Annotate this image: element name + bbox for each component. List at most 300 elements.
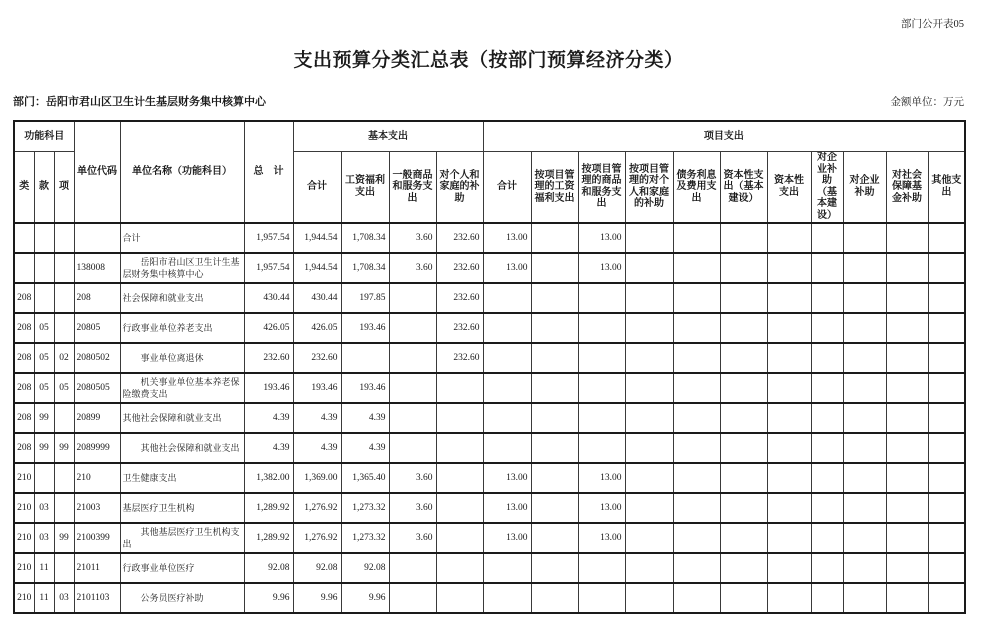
cell-value [928, 283, 965, 313]
cell-value [578, 433, 625, 463]
cell-value [389, 313, 436, 343]
cell-value [843, 373, 886, 403]
cell-value [389, 283, 436, 313]
cell-value [843, 283, 886, 313]
cell-section: 11 [34, 583, 54, 613]
cell-unit-code: 2080502 [74, 343, 120, 373]
cell-section [34, 463, 54, 493]
cell-value [767, 343, 811, 373]
cell-value [720, 433, 767, 463]
cell-unit-code: 2100399 [74, 523, 120, 553]
amount-unit-label: 金额单位：万元 [890, 97, 964, 108]
cell-value: 1,289.92 [244, 493, 293, 523]
cell-value: 1,944.54 [293, 223, 341, 253]
cell-class: 208 [14, 403, 34, 433]
cell-class: 210 [14, 553, 34, 583]
cell-value: 193.46 [244, 373, 293, 403]
cell-value [843, 403, 886, 433]
cell-value [843, 433, 886, 463]
cell-value [886, 463, 928, 493]
cell-value [928, 553, 965, 583]
cell-value [928, 223, 965, 253]
cell-value: 193.46 [341, 313, 389, 343]
cell-value [767, 583, 811, 613]
header-project-total: 合计 [483, 151, 531, 223]
cell-value [811, 583, 843, 613]
cell-value: 197.85 [341, 283, 389, 313]
cell-item [54, 283, 74, 313]
cell-value [811, 253, 843, 283]
header-debt-interest: 债务利息及费用支出 [673, 151, 720, 223]
budget-table [13, 120, 966, 614]
cell-value [843, 553, 886, 583]
cell-value [767, 223, 811, 253]
cell-value [483, 313, 531, 343]
cell-value: 3.60 [389, 523, 436, 553]
cell-value [673, 463, 720, 493]
cell-value: 1,273.32 [341, 493, 389, 523]
cell-value [531, 433, 578, 463]
cell-value [436, 523, 483, 553]
cell-value [767, 313, 811, 343]
cell-value [436, 403, 483, 433]
cell-value [720, 583, 767, 613]
cell-value [720, 553, 767, 583]
cell-unit-code: 138008 [74, 253, 120, 283]
cell-value [886, 583, 928, 613]
cell-item [54, 493, 74, 523]
cell-value [531, 553, 578, 583]
cell-value: 1,369.00 [293, 463, 341, 493]
cell-value [436, 373, 483, 403]
cell-value [928, 403, 965, 433]
cell-item [54, 253, 74, 283]
cell-value: 232.60 [436, 253, 483, 283]
cell-value [531, 313, 578, 343]
cell-unit-name: 其他社会保障和就业支出 [120, 433, 244, 463]
cell-value [483, 373, 531, 403]
cell-value [389, 583, 436, 613]
cell-unit-name: 机关事业单位基本养老保险缴费支出 [120, 373, 244, 403]
cell-unit-name: 其他基层医疗卫生机构支出 [120, 523, 244, 553]
cell-value [578, 283, 625, 313]
cell-value [928, 373, 965, 403]
cell-value: 9.96 [244, 583, 293, 613]
cell-value [531, 373, 578, 403]
cell-value [673, 523, 720, 553]
table-row [14, 463, 965, 493]
cell-value: 4.39 [244, 403, 293, 433]
header-project-wage: 按项目管理的工资福利支出 [531, 151, 578, 223]
cell-value: 92.08 [341, 553, 389, 583]
cell-value [531, 403, 578, 433]
header-basic-personal: 对个人和家庭的补助 [436, 151, 483, 223]
cell-value [483, 433, 531, 463]
cell-value [928, 463, 965, 493]
cell-value [673, 553, 720, 583]
cell-value [673, 403, 720, 433]
cell-value [886, 553, 928, 583]
cell-section [34, 253, 54, 283]
cell-value [886, 223, 928, 253]
cell-value: 1,276.92 [293, 523, 341, 553]
cell-value: 430.44 [293, 283, 341, 313]
cell-value [811, 403, 843, 433]
cell-item: 03 [54, 583, 74, 613]
cell-value [720, 463, 767, 493]
cell-value [673, 583, 720, 613]
header-basic-goods: 一般商品和服务支出 [389, 151, 436, 223]
cell-value [389, 433, 436, 463]
cell-value [886, 493, 928, 523]
cell-value: 3.60 [389, 463, 436, 493]
header-class: 类 [14, 151, 34, 223]
cell-value: 193.46 [341, 373, 389, 403]
cell-value: 92.08 [293, 553, 341, 583]
cell-value: 13.00 [483, 253, 531, 283]
cell-item [54, 223, 74, 253]
cell-value [767, 493, 811, 523]
cell-value [625, 313, 673, 343]
cell-value: 1,289.92 [244, 523, 293, 553]
cell-value [531, 223, 578, 253]
cell-value [625, 403, 673, 433]
table-row [14, 523, 965, 553]
table-row [14, 223, 965, 253]
header-section: 款 [34, 151, 54, 223]
cell-value: 426.05 [244, 313, 293, 343]
cell-value [767, 283, 811, 313]
header-project-personal: 按项目管理的对个人和家庭的补助 [625, 151, 673, 223]
cell-value [673, 433, 720, 463]
cell-unit-code: 210 [74, 463, 120, 493]
cell-value [811, 493, 843, 523]
header-project-group: 项目支出 [483, 121, 965, 151]
cell-item [54, 463, 74, 493]
cell-class: 210 [14, 583, 34, 613]
cell-value [928, 313, 965, 343]
cell-value: 13.00 [578, 463, 625, 493]
cell-value [928, 343, 965, 373]
cell-unit-code: 21011 [74, 553, 120, 583]
cell-value [928, 253, 965, 283]
header-grand-total: 总 计 [244, 121, 293, 223]
cell-value [578, 373, 625, 403]
cell-value [811, 463, 843, 493]
header-enterprise-construction: 对企业补助（基本建设） [811, 151, 843, 223]
cell-value: 92.08 [244, 553, 293, 583]
cell-value [389, 403, 436, 433]
cell-section [34, 223, 54, 253]
cell-value: 9.96 [293, 583, 341, 613]
cell-value [483, 343, 531, 373]
cell-item: 99 [54, 523, 74, 553]
doc-number-label: 部门公开表05 [901, 19, 964, 30]
cell-value: 4.39 [244, 433, 293, 463]
cell-value [843, 313, 886, 343]
cell-value [811, 313, 843, 343]
cell-value: 13.00 [483, 493, 531, 523]
cell-value [531, 253, 578, 283]
cell-value: 1,944.54 [293, 253, 341, 283]
cell-class: 210 [14, 493, 34, 523]
cell-unit-name: 卫生健康支出 [120, 463, 244, 493]
cell-value [767, 463, 811, 493]
cell-value: 193.46 [293, 373, 341, 403]
cell-item [54, 313, 74, 343]
cell-section: 99 [34, 403, 54, 433]
cell-value [811, 283, 843, 313]
cell-section: 03 [34, 523, 54, 553]
cell-value: 232.60 [436, 223, 483, 253]
cell-value: 3.60 [389, 493, 436, 523]
cell-value [625, 493, 673, 523]
cell-class: 208 [14, 313, 34, 343]
cell-value [531, 463, 578, 493]
cell-unit-code: 2089999 [74, 433, 120, 463]
page-title: 支出预算分类汇总表（按部门预算经济分类） [293, 50, 684, 71]
cell-value [767, 253, 811, 283]
cell-class [14, 223, 34, 253]
cell-unit-code: 2080505 [74, 373, 120, 403]
cell-value: 1,708.34 [341, 223, 389, 253]
cell-unit-name: 其他社会保障和就业支出 [120, 403, 244, 433]
table-row [14, 313, 965, 343]
cell-value: 1,276.92 [293, 493, 341, 523]
cell-value [886, 403, 928, 433]
cell-value [625, 433, 673, 463]
cell-unit-code: 20899 [74, 403, 120, 433]
cell-value: 430.44 [244, 283, 293, 313]
header-social-security-fund: 对社会保障基金补助 [886, 151, 928, 223]
cell-value [673, 223, 720, 253]
cell-value [673, 253, 720, 283]
cell-unit-code: 208 [74, 283, 120, 313]
cell-value: 3.60 [389, 223, 436, 253]
header-item: 项 [54, 151, 74, 223]
cell-value: 13.00 [578, 223, 625, 253]
table-row [14, 403, 965, 433]
cell-value [720, 223, 767, 253]
cell-section: 05 [34, 313, 54, 343]
cell-value [483, 583, 531, 613]
cell-value [531, 523, 578, 553]
department-label: 部门：岳阳市君山区卫生计生基层财务集中核算中心 [13, 96, 266, 108]
cell-value [720, 493, 767, 523]
cell-section: 03 [34, 493, 54, 523]
cell-section: 05 [34, 343, 54, 373]
header-basic-total: 合计 [293, 151, 341, 223]
cell-unit-name: 公务员医疗补助 [120, 583, 244, 613]
table-row [14, 283, 965, 313]
cell-item: 05 [54, 373, 74, 403]
cell-value [811, 433, 843, 463]
table-row [14, 373, 965, 403]
cell-value: 1,273.32 [341, 523, 389, 553]
cell-value [673, 343, 720, 373]
cell-value: 1,382.00 [244, 463, 293, 493]
cell-value: 232.60 [293, 343, 341, 373]
cell-value: 232.60 [436, 313, 483, 343]
cell-value [886, 433, 928, 463]
cell-value: 13.00 [578, 253, 625, 283]
cell-value: 4.39 [341, 433, 389, 463]
cell-value [928, 583, 965, 613]
cell-value [811, 553, 843, 583]
cell-value: 1,957.54 [244, 223, 293, 253]
cell-value [625, 373, 673, 403]
cell-value [811, 343, 843, 373]
cell-value [843, 583, 886, 613]
cell-item [54, 403, 74, 433]
cell-value: 4.39 [293, 433, 341, 463]
header-basic-wage: 工资福利支出 [341, 151, 389, 223]
cell-value [843, 493, 886, 523]
cell-value [483, 553, 531, 583]
cell-class: 208 [14, 283, 34, 313]
cell-value [578, 313, 625, 343]
cell-value [625, 343, 673, 373]
cell-value [483, 283, 531, 313]
cell-value [843, 343, 886, 373]
cell-value: 4.39 [293, 403, 341, 433]
cell-class: 208 [14, 343, 34, 373]
header-unit-name: 单位名称（功能科目） [120, 121, 244, 223]
cell-value [673, 373, 720, 403]
cell-value: 13.00 [578, 493, 625, 523]
cell-value [720, 403, 767, 433]
cell-unit-code: 2101103 [74, 583, 120, 613]
cell-section: 99 [34, 433, 54, 463]
cell-value [720, 283, 767, 313]
cell-unit-name: 行政事业单位养老支出 [120, 313, 244, 343]
cell-value [436, 583, 483, 613]
table-row [14, 583, 965, 613]
cell-value [578, 553, 625, 583]
cell-value: 232.60 [436, 283, 483, 313]
cell-value [886, 343, 928, 373]
cell-value [341, 343, 389, 373]
cell-class: 210 [14, 523, 34, 553]
cell-value [673, 493, 720, 523]
cell-value [886, 253, 928, 283]
cell-value [578, 403, 625, 433]
cell-value [389, 343, 436, 373]
cell-class: 210 [14, 463, 34, 493]
cell-value [436, 463, 483, 493]
cell-value [843, 463, 886, 493]
cell-item: 99 [54, 433, 74, 463]
header-project-goods: 按项目管理的商品和服务支出 [578, 151, 625, 223]
cell-value [436, 493, 483, 523]
cell-class: 208 [14, 433, 34, 463]
cell-value [720, 523, 767, 553]
cell-value [625, 523, 673, 553]
cell-value [673, 313, 720, 343]
budget-table-body [14, 223, 965, 613]
cell-class [14, 253, 34, 283]
cell-value [625, 223, 673, 253]
cell-value [767, 553, 811, 583]
meta-row [13, 93, 964, 109]
cell-unit-code: 21003 [74, 493, 120, 523]
cell-value [531, 343, 578, 373]
cell-section: 05 [34, 373, 54, 403]
cell-value: 13.00 [483, 223, 531, 253]
cell-value [767, 523, 811, 553]
cell-value [843, 223, 886, 253]
cell-value [578, 343, 625, 373]
cell-value [720, 313, 767, 343]
cell-value [767, 403, 811, 433]
cell-value: 3.60 [389, 253, 436, 283]
cell-value: 13.00 [483, 523, 531, 553]
cell-class: 208 [14, 373, 34, 403]
header-other: 其他支出 [928, 151, 965, 223]
cell-value [436, 553, 483, 583]
cell-value: 1,957.54 [244, 253, 293, 283]
cell-value [767, 433, 811, 463]
cell-value [843, 523, 886, 553]
cell-unit-name: 行政事业单位医疗 [120, 553, 244, 583]
cell-item [54, 553, 74, 583]
header-capital-construction: 资本性支出（基本建设） [720, 151, 767, 223]
header-row-groups [14, 121, 965, 151]
cell-value [720, 373, 767, 403]
cell-value: 13.00 [578, 523, 625, 553]
cell-unit-name: 基层医疗卫生机构 [120, 493, 244, 523]
cell-value [811, 373, 843, 403]
cell-value [625, 583, 673, 613]
header-basic-group: 基本支出 [293, 121, 483, 151]
header-unit-code: 单位代码 [74, 121, 120, 223]
cell-value [578, 583, 625, 613]
cell-value [389, 373, 436, 403]
cell-value: 1,365.40 [341, 463, 389, 493]
header-func-group: 功能科目 [14, 121, 74, 151]
cell-value [720, 343, 767, 373]
cell-value [531, 283, 578, 313]
cell-value [886, 373, 928, 403]
cell-value: 4.39 [341, 403, 389, 433]
table-row [14, 553, 965, 583]
cell-value [625, 553, 673, 583]
cell-value [720, 253, 767, 283]
cell-value [531, 493, 578, 523]
cell-value [928, 433, 965, 463]
cell-unit-name: 岳阳市君山区卫生计生基层财务集中核算中心 [120, 253, 244, 283]
cell-unit-name: 社会保障和就业支出 [120, 283, 244, 313]
cell-value: 9.96 [341, 583, 389, 613]
cell-value [389, 553, 436, 583]
cell-value [811, 223, 843, 253]
cell-section: 11 [34, 553, 54, 583]
table-row [14, 493, 965, 523]
cell-value [673, 283, 720, 313]
table-row [14, 343, 965, 373]
cell-value [767, 373, 811, 403]
cell-value [886, 313, 928, 343]
cell-value: 232.60 [244, 343, 293, 373]
header-capital: 资本性支出 [767, 151, 811, 223]
cell-value: 232.60 [436, 343, 483, 373]
cell-section [34, 283, 54, 313]
cell-value [483, 403, 531, 433]
cell-unit-code [74, 223, 120, 253]
cell-unit-code: 20805 [74, 313, 120, 343]
cell-value [436, 433, 483, 463]
cell-value [886, 523, 928, 553]
